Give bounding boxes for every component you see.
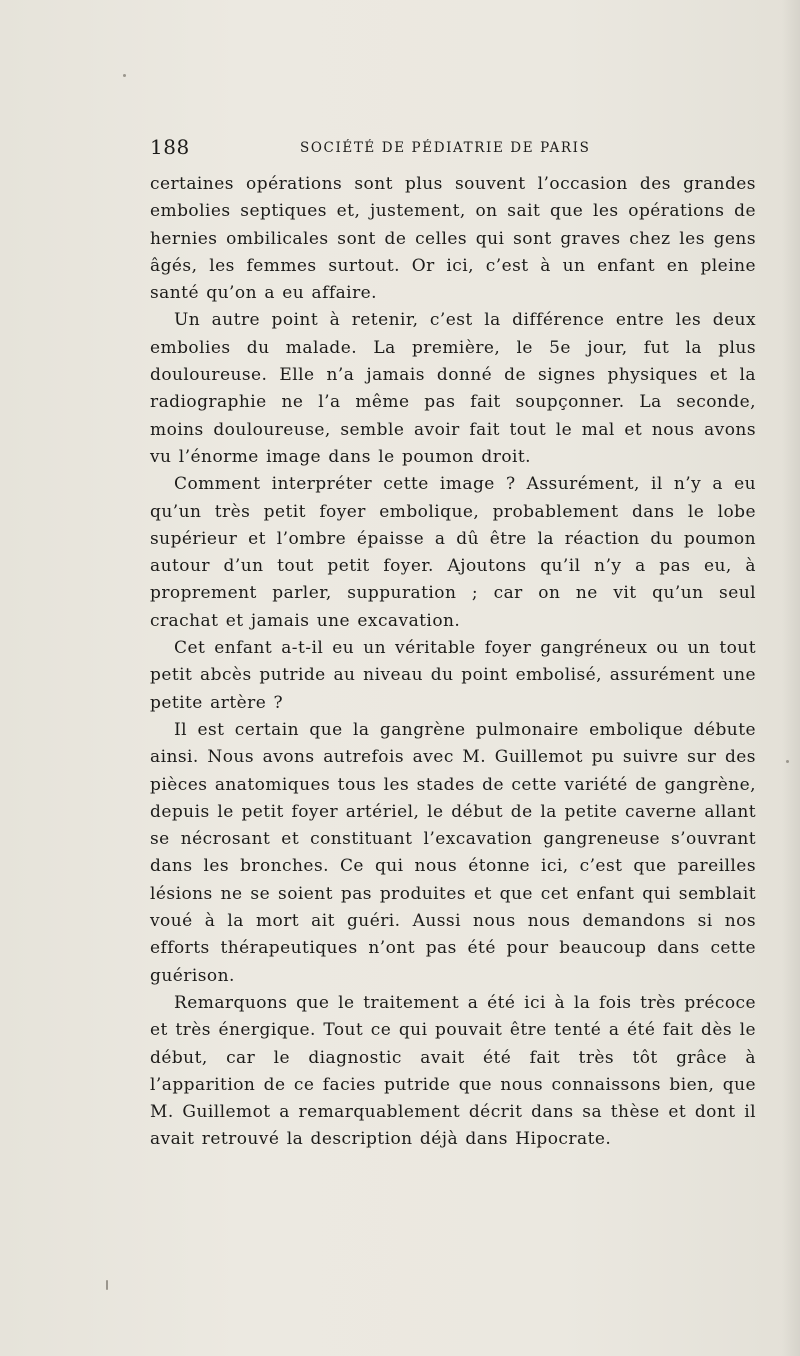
body-text: [150, 171, 756, 1154]
page-number: 188: [150, 135, 190, 159]
paper-speck: [123, 74, 126, 77]
paragraph: certaines opérations sont plus souvent l’occasion des grandes embolies septiques et, justement, on sait que les opérations de hernies ombilicales sont de celles qui sont graves chez les gens âgés, les femmes surtout. Or ici, c’est à un enfant en pleine santé qu’on a eu affaire.: [150, 174, 756, 304]
paper-speck: [786, 760, 789, 763]
page-header: [150, 135, 756, 161]
paragraph: Cet enfant a-t-il eu un véritable foyer gangréneux ou un tout petit abcès putride au niveau du point embolisé, assurément une petite artère ?: [150, 638, 756, 713]
page-edge-shadow: [782, 0, 800, 1356]
paragraph: Un autre point à retenir, c’est la différence entre les deux embolies du malade. La première, le 5e jour, fut la plus douloureuse. Elle n’a jamais donné de signes physiques et la radiographie ne l’a même pas fait soupçonner. La seconde, moins douloureuse, semble avoir fait tout le mal et nous avons vu l’énorme image dans le poumon droit.: [150, 310, 756, 467]
paragraph: Il est certain que la gangrène pulmonaire embolique débute ainsi. Nous avons autrefois avec M. Guillemot pu suivre sur des pièces anatomiques tous les stades de cette variété de gangrène, depuis le petit foyer artériel, le début de la petite caverne allant se nécrosant et constituant l’excavation gangreneuse s’ouvrant dans les bronches. Ce qui nous étonne ici, c’est que pareilles lésions ne se soient pas produites et que cet enfant qui semblait voué à la mort ait guéri. Aussi nous nous demandons si nos efforts thérapeutiques n’ont pas été pour beaucoup dans cette guérison.: [150, 719, 756, 986]
paper-speck: [106, 1280, 108, 1290]
paragraph: Remarquons que le traitement a été ici à la fois très précoce et très énergique. Tout ce qui pouvait être tenté a été fait dès le début, car le diagnostic avait été fait très tôt grâce à l’apparition de ce facies putride que nous connaissons bien, que M. Guillemot a remarquablement décrit dans sa thèse et dont il avait retrouvé la description déjà dans Hipocrate.: [150, 992, 756, 1150]
paragraph: Comment interpréter cette image ? Assurément, il n’y a eu qu’un très petit foyer embolique, probablement dans le lobe supérieur et l’ombre épaisse a dû être la réaction du poumon autour d’un tout petit foyer. Ajoutons qu’il n’y a pas eu, à proprement parler, suppuration ; car on ne vit qu’un seul crachat et jamais une excavation.: [150, 474, 756, 631]
running-title: SOCIÉTÉ DE PÉDIATRIE DE PARIS: [300, 140, 591, 156]
